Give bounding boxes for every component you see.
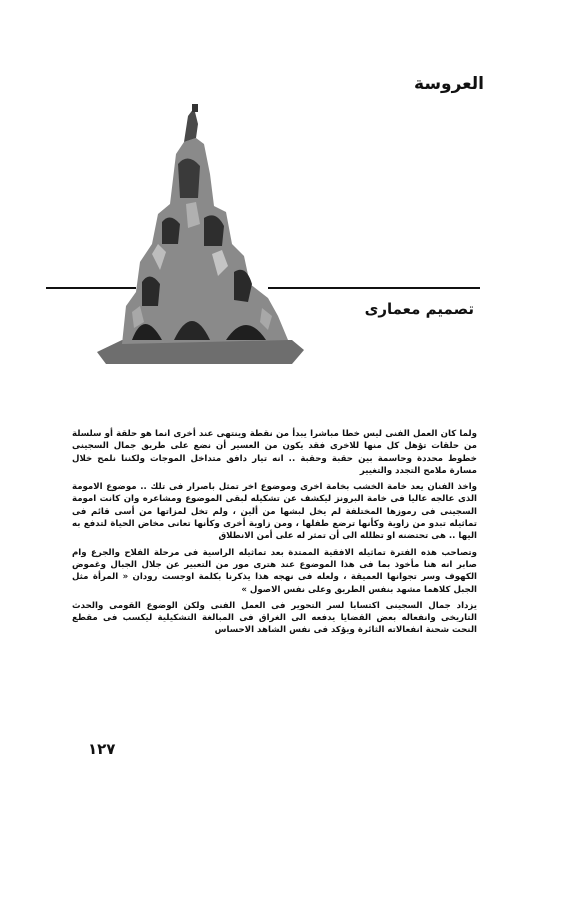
- chapter-title: العروسة: [414, 74, 484, 94]
- paragraph: وتصاحب هذه الفترة تماثيله الافقية الممتدة بعد تماثيله الراسية فى مرحلة الفلاح والجرع وام صابر انه هنا مأخوذ بما فى هذا الموضوع عند هترى مور من التعبير عن جلال الجبال وغموض الكهوف وسر تجوانها العميقة ، ولعله فى نهجه هذا يذكرنا بكلمة اوجست رودان « المرأة مثل الجبل كلاهما مشهد بنفس الطريق وعلى نفس الاصول »: [72, 547, 477, 595]
- page-number: ١٢٧: [88, 740, 116, 758]
- paragraph: ولما كان العمل الفنى ليس خطا مباشرا يبدأ من نقطة وينتهى عند أخرى انما هو حلقة أو سلسلة من حلقات تؤهل كل منها للاخرى فقد يكون من العسير أن نضع على طريق جمال السجينى خطوط محددة وحاسمة بين حقبة وحقبة .. انه تيار دافق متداخل الموجات ولكننا نلمح خلال مسارة ملامح التجدد والتغيير: [72, 429, 477, 476]
- body-text: [72, 428, 477, 641]
- section-title: تصميم معمارى: [364, 300, 474, 318]
- sculpture-photo: [92, 94, 310, 372]
- title-rule-right: [268, 287, 480, 289]
- title-rule-left: [46, 287, 136, 289]
- paragraph: يزداد جمال السجينى اكتسابا لسر التحوير فى العمل الفنى ولكن الوضوع القومى والحدث التاريخى وانفعاله بعض القضايا يدفعه الى الغراق فى المبالغة التشكيلية ليكسب فى مقطع النحت شحنة انفعالاته الثائرة ويؤكد فى نفس الشاهد الاحساس: [72, 600, 477, 636]
- paragraph: واخذ الفنان يعد خامة الخشب بخامة اخرى وموضوع اخر تمثل باصرار فى تلك .. موضوع الامومة الذى عالجه عاليا فى خامة البرونز ليكشف عن تشكيله لبقى الموضوع ومشاعره وان كانت امومة السجينى فى رموزها المختلفة لم يخل لبشها من ألين ، ولم تخل لمزاتها من أسى قائم فى تماثيله تبدو من زاوية وكأنها ترضع طفلها ، ومن زاوية أخرى وكأنها تعانى مخاض الحياة لتدفع به اليها .. هى تحتضنه او تظلله الى أن تمثر له على أمن الانطلاق: [72, 482, 477, 542]
